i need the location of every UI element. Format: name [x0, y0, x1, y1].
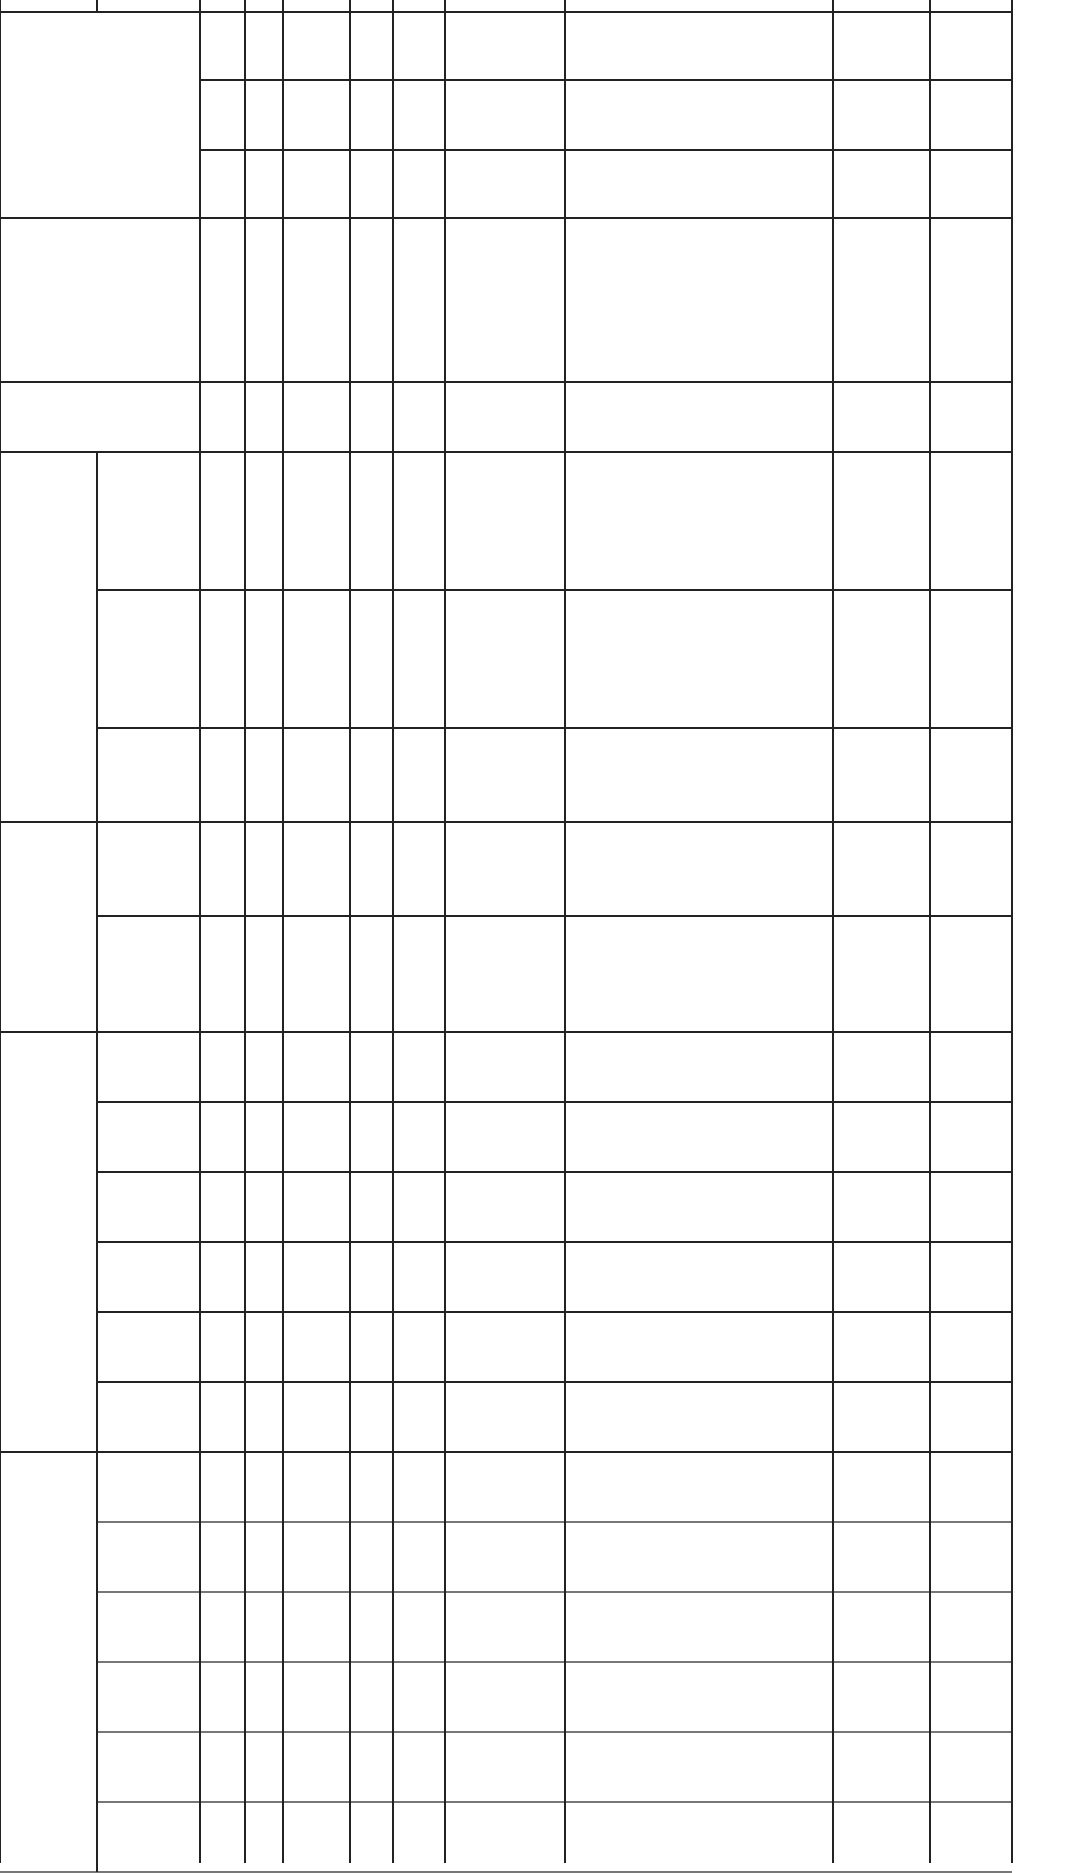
row-23-cert: [833, 452, 930, 590]
column-divider: [96, 822, 98, 1032]
row-34-major: [565, 1452, 833, 1522]
row-divider: [0, 1031, 1012, 1033]
column-divider: [96, 1452, 98, 1872]
column-divider: [929, 0, 931, 1863]
row-39-num: [350, 1802, 393, 1872]
unit-cell: [0, 218, 200, 382]
row-30-major: [565, 1172, 833, 1242]
row-35-num: [350, 1522, 393, 1592]
row-19-age: [393, 80, 445, 150]
column-divider: [1011, 0, 1013, 1863]
row-21-edu: [445, 218, 565, 382]
row-35-fund: [200, 1522, 245, 1592]
row-30-age: [393, 1172, 445, 1242]
row-24-note: [930, 590, 1012, 728]
row-39-major: [565, 1802, 833, 1872]
row-divider: [97, 1591, 1012, 1593]
row-divider: [97, 727, 1012, 729]
row-25-edu: [445, 728, 565, 822]
row-26-no: [245, 822, 283, 916]
row-32-major: [565, 1312, 833, 1382]
row-19-cert: [833, 80, 930, 150]
row-36-post: [283, 1592, 350, 1662]
row-27-fund: [200, 916, 245, 1032]
row-38-note: [930, 1732, 1012, 1802]
row-36-edu: [445, 1592, 565, 1662]
row-29-major: [565, 1102, 833, 1172]
column-divider: [244, 0, 246, 1863]
row-divider: [97, 1381, 1012, 1383]
row-34-note: [930, 1452, 1012, 1522]
column-divider: [349, 0, 351, 1863]
row-20-age: [393, 150, 445, 218]
row-31-num: [350, 1242, 393, 1312]
row-22-num: [350, 382, 393, 452]
row-28-fund: [200, 1032, 245, 1102]
row-divider: [97, 1661, 1012, 1663]
column-divider: [444, 0, 446, 1863]
row-22-edu: [445, 382, 565, 452]
row-29-edu: [445, 1102, 565, 1172]
row-36-fund: [200, 1592, 245, 1662]
row-18-age: [393, 12, 445, 80]
row-27-no: [245, 916, 283, 1032]
row-divider: [97, 1241, 1012, 1243]
unit-cell: [0, 452, 97, 822]
row-22-fund: [200, 382, 245, 452]
sub-unit-cell: [97, 1242, 200, 1312]
row-33-post: [283, 1382, 350, 1452]
row-25-major: [565, 728, 833, 822]
row-26-fund: [200, 822, 245, 916]
row-28-note: [930, 1032, 1012, 1102]
row-36-no: [245, 1592, 283, 1662]
row-30-post: [283, 1172, 350, 1242]
row-25-cert: [833, 728, 930, 822]
row-32-cert: [833, 1312, 930, 1382]
row-27-num: [350, 916, 393, 1032]
column-divider: [832, 0, 834, 1863]
row-38-fund: [200, 1732, 245, 1802]
row-37-cert: [833, 1662, 930, 1732]
row-26-note: [930, 822, 1012, 916]
row-27-cert: [833, 916, 930, 1032]
row-30-fund: [200, 1172, 245, 1242]
row-18-no: [245, 12, 283, 80]
row-33-fund: [200, 1382, 245, 1452]
row-38-edu: [445, 1732, 565, 1802]
row-32-edu: [445, 1312, 565, 1382]
row-25-no: [245, 728, 283, 822]
row-29-no: [245, 1102, 283, 1172]
sub-unit-cell: [97, 1802, 200, 1872]
row-37-major: [565, 1662, 833, 1732]
row-23-no: [245, 452, 283, 590]
sub-unit-cell: [97, 822, 200, 916]
row-32-post: [283, 1312, 350, 1382]
row-27-edu: [445, 916, 565, 1032]
row-34-no: [245, 1452, 283, 1522]
row-18-post: [283, 12, 350, 80]
row-22-note: [930, 382, 1012, 452]
unit-cell: [0, 382, 200, 452]
row-31-no: [245, 1242, 283, 1312]
row-divider: [97, 1101, 1012, 1103]
row-39-fund: [200, 1802, 245, 1872]
row-26-edu: [445, 822, 565, 916]
row-25-age: [393, 728, 445, 822]
sub-unit-cell: [97, 1452, 200, 1522]
row-26-age: [393, 822, 445, 916]
row-37-post: [283, 1662, 350, 1732]
column-divider: [96, 0, 98, 12]
column-divider: [282, 0, 284, 1863]
row-30-num: [350, 1172, 393, 1242]
row-18-major: [565, 12, 833, 80]
sub-unit-cell: [97, 1312, 200, 1382]
row-32-num: [350, 1312, 393, 1382]
row-39-cert: [833, 1802, 930, 1872]
row-divider: [97, 915, 1012, 917]
row-divider: [0, 217, 1012, 219]
row-24-num: [350, 590, 393, 728]
row-28-num: [350, 1032, 393, 1102]
row-36-cert: [833, 1592, 930, 1662]
row-35-major: [565, 1522, 833, 1592]
row-31-post: [283, 1242, 350, 1312]
row-22-cert: [833, 382, 930, 452]
row-24-fund: [200, 590, 245, 728]
row-23-fund: [200, 452, 245, 590]
row-34-age: [393, 1452, 445, 1522]
sub-unit-cell: [97, 1732, 200, 1802]
row-31-fund: [200, 1242, 245, 1312]
row-21-num: [350, 218, 393, 382]
row-37-edu: [445, 1662, 565, 1732]
unit-cell: [0, 1032, 97, 1452]
row-23-note: [930, 452, 1012, 590]
row-18-fund: [200, 12, 245, 80]
row-19-note: [930, 80, 1012, 150]
row-25-note: [930, 728, 1012, 822]
row-divider: [0, 821, 1012, 823]
row-18-edu: [445, 12, 565, 80]
row-24-cert: [833, 590, 930, 728]
row-19-no: [245, 80, 283, 150]
row-21-fund: [200, 218, 245, 382]
row-divider: [0, 451, 1012, 453]
row-39-age: [393, 1802, 445, 1872]
row-divider: [97, 589, 1012, 591]
row-29-note: [930, 1102, 1012, 1172]
row-39-no: [245, 1802, 283, 1872]
row-divider: [97, 1731, 1012, 1733]
row-18-cert: [833, 12, 930, 80]
row-22-no: [245, 382, 283, 452]
column-divider: [0, 0, 1, 1863]
row-33-num: [350, 1382, 393, 1452]
row-39-note: [930, 1802, 1012, 1872]
row-29-fund: [200, 1102, 245, 1172]
row-20-fund: [200, 150, 245, 218]
sub-unit-cell: [97, 1662, 200, 1732]
row-divider: [200, 149, 1012, 151]
row-36-age: [393, 1592, 445, 1662]
column-divider: [392, 0, 394, 1863]
row-20-edu: [445, 150, 565, 218]
sub-unit-cell: [97, 1102, 200, 1172]
row-23-major: [565, 452, 833, 590]
row-23-age: [393, 452, 445, 590]
row-20-major: [565, 150, 833, 218]
row-33-edu: [445, 1382, 565, 1452]
row-26-num: [350, 822, 393, 916]
row-33-no: [245, 1382, 283, 1452]
row-19-post: [283, 80, 350, 150]
row-32-fund: [200, 1312, 245, 1382]
row-24-age: [393, 590, 445, 728]
row-39-post: [283, 1802, 350, 1872]
row-24-edu: [445, 590, 565, 728]
row-30-edu: [445, 1172, 565, 1242]
row-28-cert: [833, 1032, 930, 1102]
column-divider: [96, 452, 98, 822]
row-20-num: [350, 150, 393, 218]
row-27-major: [565, 916, 833, 1032]
row-30-no: [245, 1172, 283, 1242]
row-31-age: [393, 1242, 445, 1312]
row-33-note: [930, 1382, 1012, 1452]
row-19-major: [565, 80, 833, 150]
row-36-note: [930, 1592, 1012, 1662]
row-27-age: [393, 916, 445, 1032]
row-divider: [97, 1171, 1012, 1173]
row-38-num: [350, 1732, 393, 1802]
row-18-note: [930, 12, 1012, 80]
row-34-edu: [445, 1452, 565, 1522]
row-25-num: [350, 728, 393, 822]
row-36-major: [565, 1592, 833, 1662]
row-divider: [97, 1801, 1012, 1803]
sub-unit-cell: [97, 590, 200, 728]
row-28-age: [393, 1032, 445, 1102]
unit-cell: [0, 1452, 97, 1872]
row-21-cert: [833, 218, 930, 382]
row-35-post: [283, 1522, 350, 1592]
row-31-cert: [833, 1242, 930, 1312]
row-37-no: [245, 1662, 283, 1732]
row-20-post: [283, 150, 350, 218]
unit-cell: [0, 822, 97, 1032]
sub-unit-cell: [97, 1592, 200, 1662]
row-22-major: [565, 382, 833, 452]
row-divider: [0, 381, 1012, 383]
row-27-note: [930, 916, 1012, 1032]
row-divider: [97, 1311, 1012, 1313]
row-22-post: [283, 382, 350, 452]
row-29-cert: [833, 1102, 930, 1172]
row-divider: [0, 11, 1012, 13]
row-28-major: [565, 1032, 833, 1102]
row-37-age: [393, 1662, 445, 1732]
sub-unit-cell: [97, 1382, 200, 1452]
row-39-edu: [445, 1802, 565, 1872]
row-27-post: [283, 916, 350, 1032]
sub-unit-cell: [97, 452, 200, 590]
row-21-post: [283, 218, 350, 382]
row-18-num: [350, 12, 393, 80]
row-26-major: [565, 822, 833, 916]
row-35-age: [393, 1522, 445, 1592]
row-34-fund: [200, 1452, 245, 1522]
unit-cell: [0, 12, 200, 218]
row-33-cert: [833, 1382, 930, 1452]
row-19-edu: [445, 80, 565, 150]
row-35-no: [245, 1522, 283, 1592]
row-29-age: [393, 1102, 445, 1172]
row-30-note: [930, 1172, 1012, 1242]
row-23-edu: [445, 452, 565, 590]
row-38-no: [245, 1732, 283, 1802]
row-28-no: [245, 1032, 283, 1102]
row-29-num: [350, 1102, 393, 1172]
row-21-note: [930, 218, 1012, 382]
row-21-major: [565, 218, 833, 382]
row-38-post: [283, 1732, 350, 1802]
row-25-fund: [200, 728, 245, 822]
sub-unit-cell: [97, 1522, 200, 1592]
row-36-num: [350, 1592, 393, 1662]
row-20-cert: [833, 150, 930, 218]
row-35-cert: [833, 1522, 930, 1592]
row-19-fund: [200, 80, 245, 150]
row-28-edu: [445, 1032, 565, 1102]
row-35-note: [930, 1522, 1012, 1592]
row-37-note: [930, 1662, 1012, 1732]
row-34-post: [283, 1452, 350, 1522]
column-divider: [199, 0, 201, 1863]
column-divider: [96, 1032, 98, 1452]
row-37-fund: [200, 1662, 245, 1732]
row-30-cert: [833, 1172, 930, 1242]
row-24-no: [245, 590, 283, 728]
row-26-cert: [833, 822, 930, 916]
row-23-post: [283, 452, 350, 590]
sub-unit-cell: [97, 1172, 200, 1242]
row-20-no: [245, 150, 283, 218]
row-37-num: [350, 1662, 393, 1732]
row-31-note: [930, 1242, 1012, 1312]
row-33-age: [393, 1382, 445, 1452]
column-divider: [564, 0, 566, 1863]
row-21-age: [393, 218, 445, 382]
row-28-post: [283, 1032, 350, 1102]
row-29-post: [283, 1102, 350, 1172]
row-32-age: [393, 1312, 445, 1382]
row-23-num: [350, 452, 393, 590]
row-35-edu: [445, 1522, 565, 1592]
row-31-edu: [445, 1242, 565, 1312]
sub-unit-cell: [97, 1032, 200, 1102]
row-19-num: [350, 80, 393, 150]
row-33-major: [565, 1382, 833, 1452]
row-34-cert: [833, 1452, 930, 1522]
row-22-age: [393, 382, 445, 452]
row-38-major: [565, 1732, 833, 1802]
row-21-no: [245, 218, 283, 382]
cut-off-major-text: [565, 0, 833, 10]
row-24-major: [565, 590, 833, 728]
row-32-no: [245, 1312, 283, 1382]
row-divider: [97, 1521, 1012, 1523]
row-34-num: [350, 1452, 393, 1522]
row-25-post: [283, 728, 350, 822]
row-38-age: [393, 1732, 445, 1802]
row-divider: [200, 79, 1012, 81]
row-32-note: [930, 1312, 1012, 1382]
row-24-post: [283, 590, 350, 728]
row-26-post: [283, 822, 350, 916]
sub-unit-cell: [97, 916, 200, 1032]
row-38-cert: [833, 1732, 930, 1802]
row-20-note: [930, 150, 1012, 218]
row-31-major: [565, 1242, 833, 1312]
row-divider: [0, 1451, 1012, 1453]
sub-unit-cell: [97, 728, 200, 822]
